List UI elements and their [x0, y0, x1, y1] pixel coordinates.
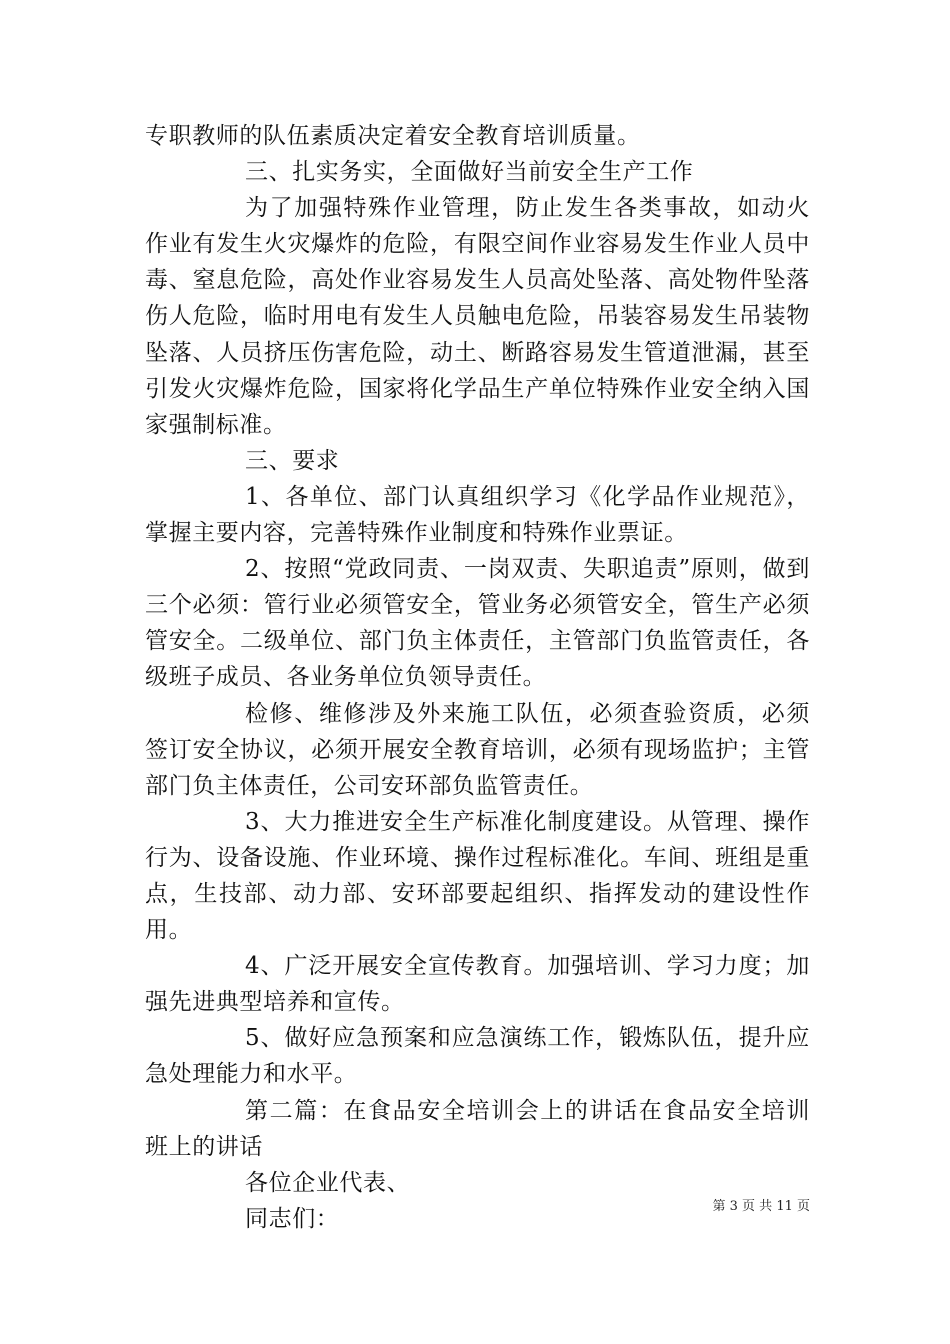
paragraph: 5、做好应急预案和应急演练工作，锻炼队伍，提升应急处理能力和水平。 [145, 1025, 810, 1088]
salutation: 同志们： [245, 1205, 340, 1232]
paragraph: 3、大力推进安全生产标准化制度建设。从管理、操作行为、设备设施、作业环境、操作过程标准化。车间、班组是重点，生技部、动力部、安环部要起组织、指挥发动的建设性作用。 [145, 808, 810, 944]
paragraph: 专职教师的队伍素质决定着安全教育培训质量。 [145, 123, 641, 149]
paragraph: 4、广泛开展安全宣传教育。加强培训、学习力度；加强先进典型培养和宣传。 [145, 953, 810, 1016]
document-body [145, 118, 810, 1237]
paragraph: 为了加强特殊作业管理，防止发生各类事故，如动火作业有发生火灾爆炸的危险，有限空间作业容易发生作业人员中毒、窒息危险，高处作业容易发生人员高处坠落、高处物件坠落伤人危险，临时用电有发生人员触电危险，吊装容易发生吊装物坠落、人员挤压伤害危险，动土、断路容易发生管道泄漏，甚至引发火灾爆炸危险，国家将化学品生产单位特殊作业安全纳入国家强制标准。 [145, 195, 810, 438]
paragraph: 检修、维修涉及外来施工队伍，必须查验资质，必须签订安全协议，必须开展安全教育培训，必须有现场监护；主管部门负主体责任，公司安环部负监管责任。 [145, 700, 810, 799]
section-heading: 三、要求 [245, 447, 340, 474]
page-number: 第 3 页 共 11 页 [712, 1199, 810, 1214]
paragraph: 1、各单位、部门认真组织学习《化学品作业规范》，掌握主要内容，完善特殊作业制度和特殊作业票证。 [145, 483, 810, 547]
section-heading: 三、扎实务实，全面做好当前安全生产工作 [245, 159, 694, 186]
paragraph: 2、按照“党政同责、一岗双责、失职追责”原则，做到三个必须：管行业必须管安全，管业务必须管安全，管生产必须管安全。二级单位、部门负主体责任，主管部门负监管责任，各级班子成员、各业务单位负领导责任。 [145, 556, 810, 691]
section-heading: 第二篇：在食品安全培训会上的讲话在食品安全培训班上的讲话 [145, 1097, 810, 1160]
salutation: 各位企业代表、 [245, 1169, 411, 1196]
